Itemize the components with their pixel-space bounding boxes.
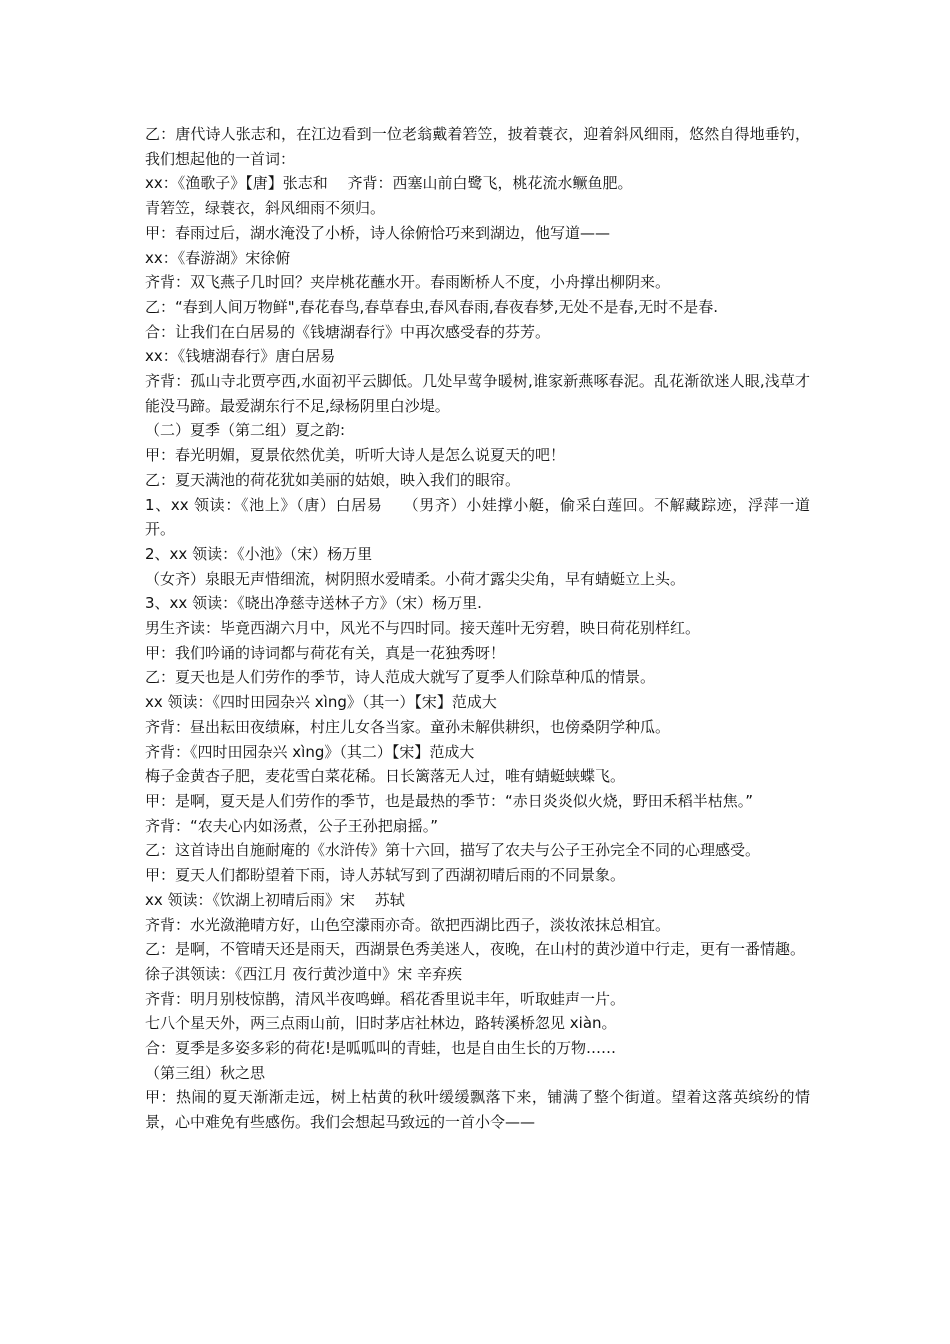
paragraph: 乙：夏天也是人们劳作的季节，诗人范成大就写了夏季人们除草种瓜的情景。 — [145, 668, 656, 687]
paragraph: 1、xx 领读：《池上》（唐）白居易 （男齐）小娃撑小艇，偷采白莲回。不解藏踪迹，浮萍一道开。 — [145, 495, 810, 539]
paragraph: xx：《渔歌子》【唐】张志和 齐背：西塞山前白鹭飞，桃花流水鳜鱼肥。 — [145, 174, 633, 193]
paragraph: 梅子金黄杏子肥，麦花雪白菜花稀。日长篱落无人过，唯有蜻蜓蛱蝶飞。 — [145, 767, 626, 786]
paragraph: 乙：夏天满池的荷花犹如美丽的姑娘，映入我们的眼帘。 — [145, 470, 521, 489]
paragraph: 徐子淇领读：《西江月 夜行黄沙道中》宋 辛弃疾 — [145, 964, 463, 983]
paragraph: 齐背：《四时田园杂兴 xìng》（其二）【宋】范成大 — [145, 742, 475, 761]
paragraph: 青箬笠，绿蓑衣，斜风细雨不须归。 — [145, 199, 386, 218]
paragraph: 2、xx 领读：《小池》（宋）杨万里 — [145, 544, 373, 563]
paragraph: xx 领读：《饮湖上初晴后雨》宋 苏轼 — [145, 890, 405, 909]
paragraph: 齐背：昼出耘田夜绩麻，村庄儿女各当家。童孙未解供耕织，也傍桑阴学种瓜。 — [145, 717, 671, 736]
section-heading: （第三组）秋之思 — [145, 1063, 266, 1082]
section-heading: （二）夏季（第二组）夏之韵: — [145, 421, 346, 440]
paragraph: 甲：春雨过后，湖水淹没了小桥，诗人徐俯恰巧来到湖边，他写道—— — [145, 223, 611, 242]
paragraph: 甲：我们吟诵的诗词都与荷花有关，真是一花独秀呀！ — [145, 643, 506, 662]
paragraph: 乙：唐代诗人张志和，在江边看到一位老翁戴着箬笠，披着蓑衣，迎着斜风细雨，悠然自得地垂钓，我们想起他的一首词： — [145, 125, 810, 168]
paragraph: 乙：这首诗出自施耐庵的《水浒传》第十六回，描写了农夫与公子王孙完全不同的心理感受。 — [145, 841, 761, 860]
paragraph: 甲：热闹的夏天渐渐走远，树上枯黄的秋叶缓缓飘落下来，铺满了整个街道。望着这落英缤纷的情景，心中难免有些感伤。我们会想起马致远的一首小令—— — [145, 1088, 810, 1132]
paragraph: 齐背：水光潋滟晴方好，山色空濛雨亦奇。欲把西湖比西子，淡妆浓抹总相宜。 — [145, 915, 671, 934]
paragraph: 甲：春光明媚，夏景依然优美，听听大诗人是怎么说夏天的吧！ — [145, 446, 566, 465]
paragraph: 乙：“春到人间万物鲜",春花春鸟,春草春虫,春风春雨,春夜春梦,无处不是春,无时不是春. — [145, 297, 719, 316]
paragraph: 合：夏季是多姿多彩的荷花!是呱呱叫的青蛙，也是自由生长的万物…… — [145, 1039, 617, 1058]
paragraph: 齐背：双飞燕子几时回？夹岸桃花蘸水开。春雨断桥人不度，小舟撑出柳阴来。 — [145, 273, 671, 292]
paragraph: 齐背：孤山寺北贾亭西,水面初平云脚低。几处早莺争暖树,谁家新燕啄春泥。乱花渐欲迷人眼,浅草才能没马蹄。最爱湖东行不足,绿杨阴里白沙堤。 — [145, 372, 810, 415]
paragraph: 甲：是啊，夏天是人们劳作的季节，也是最热的季节：“赤日炎炎似火烧，野田禾稻半枯焦。” — [145, 791, 754, 810]
paragraph: 3、xx 领读：《晓出净慈寺送林子方》（宋）杨万里. — [145, 594, 482, 613]
paragraph: xx：《春游湖》宋徐俯 — [145, 248, 291, 267]
paragraph: 乙：是啊，不管晴天还是雨天，西湖景色秀美迷人，夜晚，在山村的黄沙道中行走，更有一番情趣。 — [145, 940, 806, 959]
paragraph: xx：《钱塘湖春行》唐白居易 — [145, 347, 336, 366]
paragraph: （女齐）泉眼无声惜细流，树阴照水爱晴柔。小荷才露尖尖角，早有蜻蜓立上头。 — [145, 569, 686, 588]
paragraph: xx 领读：《四时田园杂兴 xìng》（其一）【宋】范成大 — [145, 693, 497, 712]
paragraph: 甲：夏天人们都盼望着下雨，诗人苏轼写到了西湖初晴后雨的不同景象。 — [145, 866, 626, 885]
paragraph: 齐背：明月别枝惊鹊，清风半夜鸣蝉。稻花香里说丰年，听取蛙声一片。 — [145, 989, 626, 1008]
paragraph: 齐背：“农夫心内如汤煮，公子王孙把扇摇。” — [145, 816, 439, 835]
document-body — [145, 122, 810, 1135]
paragraph: 合：让我们在白居易的《钱塘湖春行》中再次感受春的芬芳。 — [145, 322, 551, 341]
paragraph: 男生齐读：毕竟西湖六月中，风光不与四时同。接天莲叶无穷碧，映日荷花别样红。 — [145, 619, 701, 638]
paragraph: 七八个星天外，两三点雨山前，旧时茅店社林边，路转溪桥忽见 xiàn。 — [145, 1014, 617, 1033]
